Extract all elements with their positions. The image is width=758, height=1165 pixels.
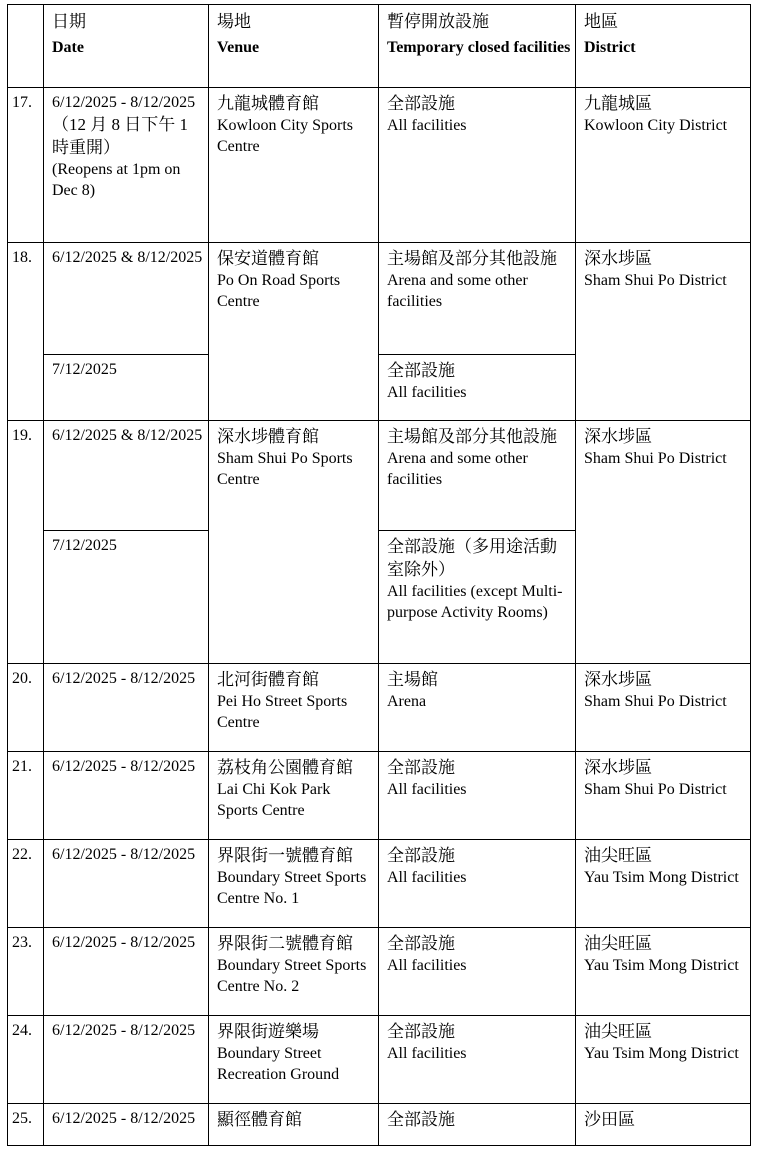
table-row: [8, 928, 751, 1016]
facilities-zh: 全部設施: [387, 1022, 455, 1041]
venue-cell: [209, 840, 379, 928]
table-row: [8, 664, 751, 752]
venue-en: Lai Chi Kok Park Sports Centre: [217, 781, 331, 819]
row-number: 21.: [8, 752, 44, 840]
district-zh: 油尖旺區: [584, 934, 652, 953]
table-row: [8, 88, 751, 243]
venue-zh: 界限街一號體育館: [217, 846, 353, 865]
header-facilities-zh: 暫停開放設施: [387, 12, 489, 31]
facilities-en: Arena and some other facilities: [387, 450, 528, 488]
district-cell: [576, 88, 751, 243]
header-facilities-en: Temporary closed facilities: [387, 39, 571, 56]
district-cell: [576, 664, 751, 752]
table-row: [8, 840, 751, 928]
district-en: Sham Shui Po District: [584, 781, 727, 798]
row-number: 18.: [8, 243, 44, 421]
date-cell: 6/12/2025 - 8/12/2025: [44, 840, 209, 928]
facilities-en: All facilities: [387, 957, 467, 974]
header-num-cell: [8, 5, 44, 88]
venue-cell: [209, 421, 379, 664]
facilities-cell: [379, 928, 576, 1016]
district-cell: [576, 421, 751, 664]
row-number: 22.: [8, 840, 44, 928]
district-zh: 深水埗區: [584, 670, 652, 689]
district-en: Sham Shui Po District: [584, 693, 727, 710]
venue-en: Sham Shui Po Sports Centre: [217, 450, 353, 488]
facilities-cell: [379, 243, 576, 355]
district-cell: [576, 928, 751, 1016]
facilities-cell: [379, 752, 576, 840]
venue-cell: [209, 88, 379, 243]
header-date-cell: [44, 5, 209, 88]
facilities-cell: [379, 88, 576, 243]
venue-zh: 顯徑體育館: [217, 1110, 302, 1129]
facilities-en: All facilities: [387, 869, 467, 886]
district-cell: [576, 1016, 751, 1104]
facilities-cell: [379, 355, 576, 421]
facilities-en: All facilities (except Multi-purpose Activity Rooms): [387, 583, 563, 621]
header-venue-cell: [209, 5, 379, 88]
date-cell: 6/12/2025 & 8/12/2025: [44, 421, 209, 531]
date-cell: 6/12/2025 - 8/12/2025: [44, 1016, 209, 1104]
facilities-zh: 全部設施: [387, 934, 455, 953]
district-en: Yau Tsim Mong District: [584, 869, 739, 886]
venue-zh: 北河街體育館: [217, 670, 319, 689]
facilities-en: Arena and some other facilities: [387, 272, 528, 310]
header-district-cell: [576, 5, 751, 88]
date-note-en: (Reopens at 1pm on Dec 8): [52, 161, 181, 199]
district-cell: [576, 243, 751, 421]
district-en: Kowloon City District: [584, 117, 728, 134]
facilities-cell: [379, 421, 576, 531]
table-row: [8, 1104, 751, 1146]
closure-document: [7, 4, 751, 1146]
date-cell: 7/12/2025: [44, 531, 209, 664]
date-cell: 7/12/2025: [44, 355, 209, 421]
venue-cell: [209, 752, 379, 840]
venue-cell: [209, 1016, 379, 1104]
venue-zh: 界限街二號體育館: [217, 934, 353, 953]
facilities-zh: 主場館: [387, 670, 438, 689]
venue-cell: [209, 928, 379, 1016]
date-note-zh: （12 月 8 日下午 1 時重開）: [52, 115, 188, 157]
facilities-cell: [379, 531, 576, 664]
row-number: 23.: [8, 928, 44, 1016]
district-zh: 深水埗區: [584, 249, 652, 268]
venue-zh: 深水埗體育館: [217, 427, 319, 446]
venue-en: Kowloon City Sports Centre: [217, 117, 354, 155]
header-venue-en: Venue: [217, 39, 260, 56]
facilities-cell: [379, 1016, 576, 1104]
header-date-en: Date: [52, 39, 84, 56]
date-cell: 6/12/2025 - 8/12/2025: [44, 928, 209, 1016]
district-zh: 九龍城區: [584, 94, 652, 113]
venue-zh: 保安道體育館: [217, 249, 319, 268]
district-zh: 油尖旺區: [584, 846, 652, 865]
district-en: Sham Shui Po District: [584, 272, 727, 289]
district-en: Yau Tsim Mong District: [584, 1045, 739, 1062]
district-zh: 沙田區: [584, 1110, 635, 1129]
row-number: 25.: [8, 1104, 44, 1146]
table-row: [8, 243, 751, 355]
facilities-en: All facilities: [387, 1045, 467, 1062]
facilities-cell: [379, 664, 576, 752]
venue-cell: [209, 664, 379, 752]
venue-cell: [209, 1104, 379, 1146]
facilities-en: All facilities: [387, 117, 467, 134]
district-zh: 油尖旺區: [584, 1022, 652, 1041]
district-cell: [576, 752, 751, 840]
district-en: Sham Shui Po District: [584, 450, 727, 467]
header-date-zh: 日期: [52, 12, 86, 31]
venue-en: Boundary Street Sports Centre No. 2: [217, 957, 367, 995]
facilities-zh: 全部設施: [387, 94, 455, 113]
venue-en: Boundary Street Recreation Ground: [217, 1045, 340, 1083]
district-zh: 深水埗區: [584, 758, 652, 777]
row-number: 20.: [8, 664, 44, 752]
facilities-en: All facilities: [387, 781, 467, 798]
date-cell: 6/12/2025 - 8/12/2025: [44, 664, 209, 752]
facilities-en: All facilities: [387, 384, 467, 401]
facilities-zh: 主場館及部分其他設施: [387, 249, 557, 268]
venue-en: Pei Ho Street Sports Centre: [217, 693, 348, 731]
facilities-table: [7, 4, 751, 1146]
header-row: [8, 5, 751, 88]
district-en: Yau Tsim Mong District: [584, 957, 739, 974]
date-cell: [44, 88, 209, 243]
venue-zh: 荔枝角公園體育館: [217, 758, 353, 777]
header-venue-zh: 場地: [217, 12, 251, 31]
header-district-en: District: [584, 39, 636, 56]
facilities-zh: 全部設施（多用途活動室除外）: [387, 537, 557, 579]
row-number: 24.: [8, 1016, 44, 1104]
date-cell: 6/12/2025 - 8/12/2025: [44, 752, 209, 840]
table-row: [8, 421, 751, 531]
facilities-zh: 主場館及部分其他設施: [387, 427, 557, 446]
venue-en: Boundary Street Sports Centre No. 1: [217, 869, 367, 907]
date-cell: 6/12/2025 - 8/12/2025: [44, 1104, 209, 1146]
facilities-cell: [379, 1104, 576, 1146]
facilities-zh: 全部設施: [387, 846, 455, 865]
district-cell: [576, 1104, 751, 1146]
venue-zh: 九龍城體育館: [217, 94, 319, 113]
venue-en: Po On Road Sports Centre: [217, 272, 341, 310]
venue-zh: 界限街遊樂場: [217, 1022, 319, 1041]
facilities-zh: 全部設施: [387, 361, 455, 380]
facilities-cell: [379, 840, 576, 928]
date-cell: 6/12/2025 & 8/12/2025: [44, 243, 209, 355]
facilities-zh: 全部設施: [387, 758, 455, 777]
date-text: 6/12/2025 - 8/12/2025: [52, 94, 196, 111]
facilities-zh: 全部設施: [387, 1110, 455, 1129]
table-row: [8, 1016, 751, 1104]
header-facilities-cell: [379, 5, 576, 88]
venue-cell: [209, 243, 379, 421]
header-district-zh: 地區: [584, 12, 618, 31]
district-cell: [576, 840, 751, 928]
facilities-en: Arena: [387, 693, 427, 710]
table-row: [8, 752, 751, 840]
row-number: 19.: [8, 421, 44, 664]
district-zh: 深水埗區: [584, 427, 652, 446]
row-number: 17.: [8, 88, 44, 243]
